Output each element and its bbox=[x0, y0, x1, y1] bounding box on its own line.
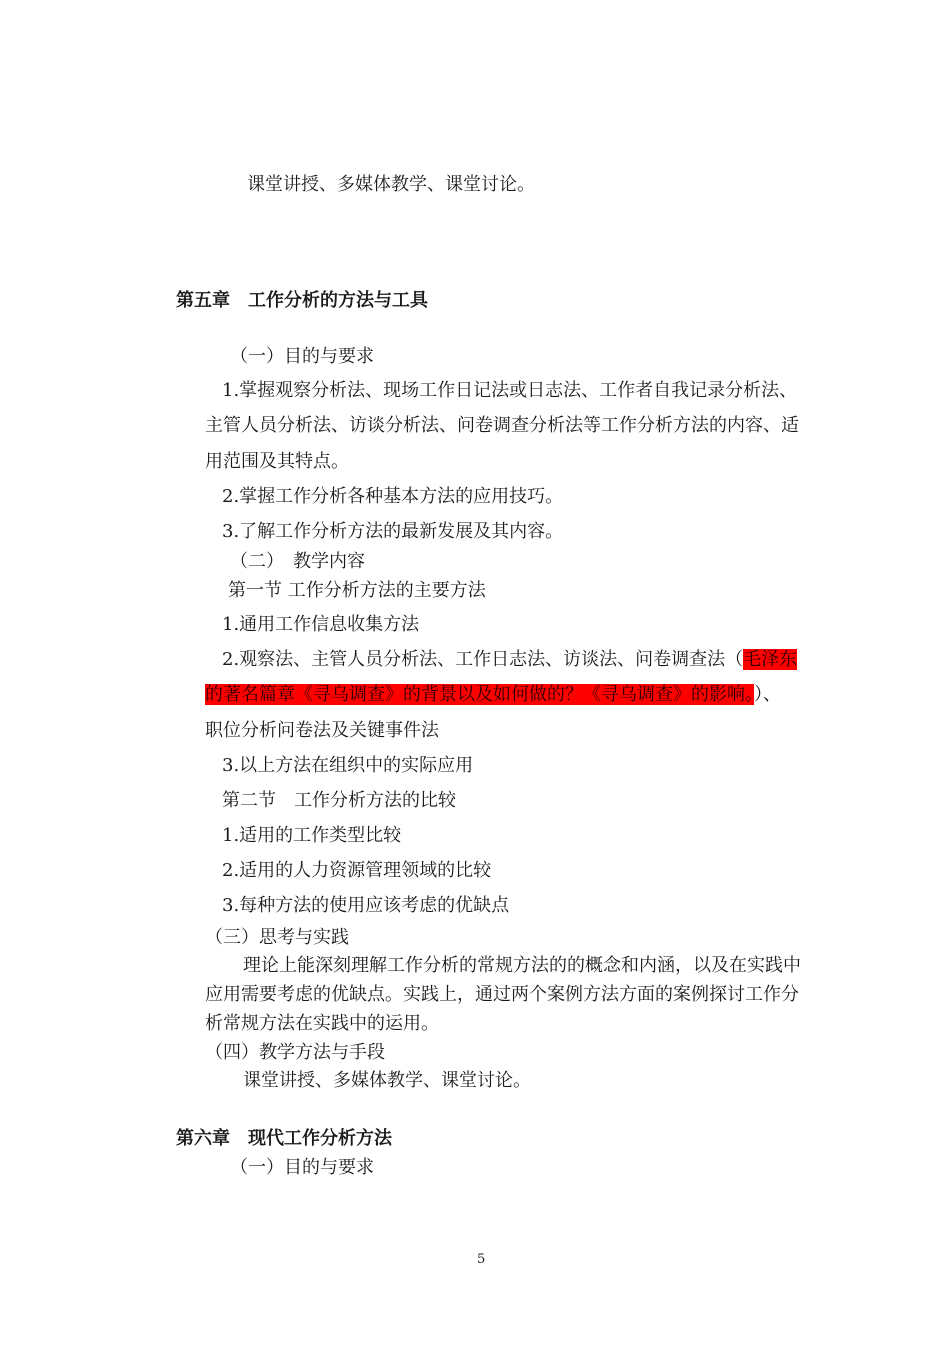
ch5-sec2-item3: 3.每种方法的使用应该考虑的优缺点 bbox=[222, 895, 510, 916]
teaching-methods-text-prev: 课堂讲授、多媒体教学、课堂讨论。 bbox=[247, 174, 535, 195]
page-number: 5 bbox=[477, 1252, 486, 1267]
highlighted-text: 的著名篇章《寻乌调查》的背景以及如何做的？《寻乌调查》的影响。 bbox=[205, 684, 754, 705]
ch5-s1-item3: 3.了解工作分析方法的最新发展及其内容。 bbox=[222, 521, 564, 542]
ch5-section1-title: （一）目的与要求 bbox=[230, 346, 374, 367]
ch5-section2-title: （二） 教学内容 bbox=[230, 551, 365, 572]
ch5-sec2-item1: 1.适用的工作类型比较 bbox=[222, 825, 402, 846]
ch5-s3-line1: 理论上能深刻理解工作分析的常规方法的的概念和内涵，以及在实践中 bbox=[243, 955, 801, 976]
ch5-section3-title: （三）思考与实践 bbox=[205, 927, 349, 948]
ch5-s3-line3: 析常规方法在实践中的运用。 bbox=[205, 1013, 439, 1034]
ch5-s3-line2: 应用需要考虑的优缺点。实践上，通过两个案例方法方面的案例探讨工作分 bbox=[205, 984, 799, 1005]
ch5-sec1-title: 第一节 工作分析方法的主要方法 bbox=[228, 580, 486, 601]
ch5-sec1-item2-line2 bbox=[205, 684, 781, 706]
ch5-sec1-item2-text: 2.观察法、主管人员分析法、工作日志法、访谈法、问卷调查法（ bbox=[222, 649, 744, 670]
ch5-s1-item1-line2: 主管人员分析法、访谈分析法、问卷调查分析法等工作分析方法的内容、适 bbox=[205, 415, 799, 436]
ch5-s1-item1-line3: 用范围及其特点。 bbox=[205, 451, 349, 472]
chapter5-heading: 第五章 工作分析的方法与工具 bbox=[176, 290, 428, 311]
ch5-s1-item2: 2.掌握工作分析各种基本方法的应用技巧。 bbox=[222, 486, 564, 507]
ch5-sec1-item1: 1.通用工作信息收集方法 bbox=[222, 614, 420, 635]
ch5-s1-item1-line1: 1.掌握观察分析法、现场工作日记法或日志法、工作者自我记录分析法、 bbox=[222, 380, 798, 401]
ch5-sec1-item2-line1 bbox=[222, 649, 797, 671]
ch5-sec1-item2-line3: 职位分析问卷法及关键事件法 bbox=[205, 720, 439, 741]
ch5-sec1-item2-close: ）、 bbox=[754, 684, 781, 705]
ch5-sec1-item3: 3.以上方法在组织中的实际应用 bbox=[222, 755, 474, 776]
ch6-section1-title: （一）目的与要求 bbox=[230, 1157, 374, 1178]
chapter6-heading: 第六章 现代工作分析方法 bbox=[176, 1128, 392, 1149]
highlighted-text: 毛泽东 bbox=[743, 649, 798, 670]
ch5-sec2-item2: 2.适用的人力资源管理领域的比较 bbox=[222, 860, 492, 881]
ch5-sec2-title: 第二节 工作分析方法的比较 bbox=[222, 790, 456, 811]
ch5-s4-body: 课堂讲授、多媒体教学、课堂讨论。 bbox=[243, 1070, 531, 1091]
ch5-section4-title: （四）教学方法与手段 bbox=[205, 1042, 385, 1063]
